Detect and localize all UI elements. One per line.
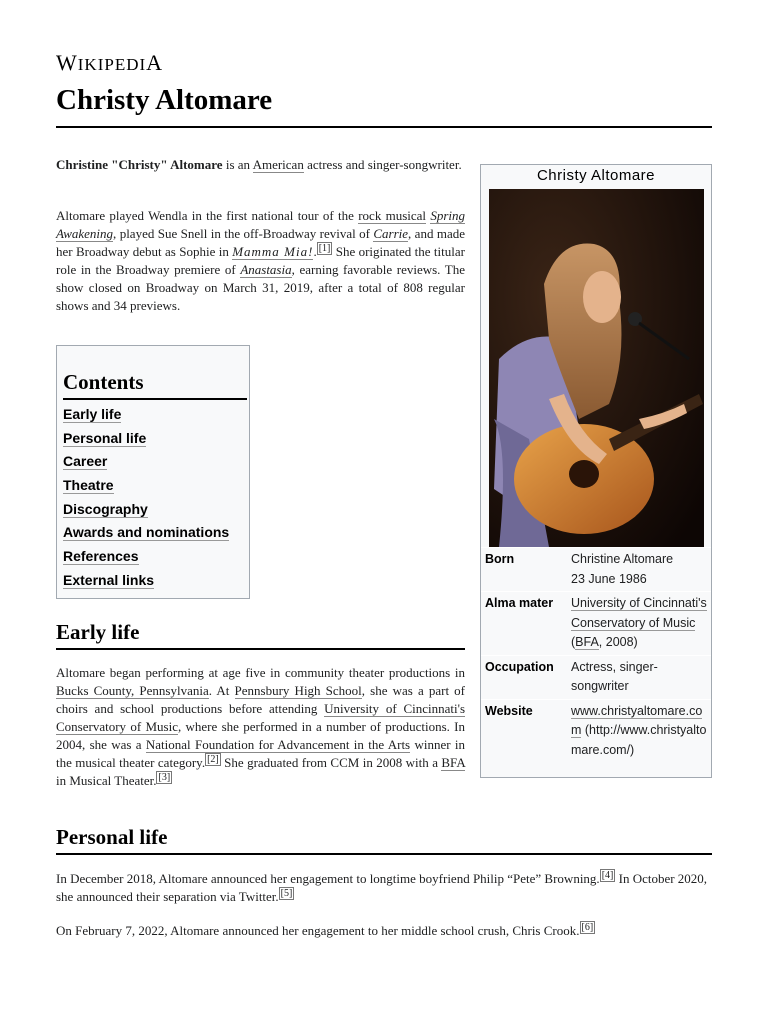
- personal-life-divider: [56, 853, 712, 855]
- reference-2[interactable]: [2]: [207, 753, 219, 765]
- infobox-heading: Christy Altomare: [536, 167, 656, 184]
- toc-item-theatre[interactable]: Theatre: [63, 477, 114, 494]
- portrait-photo[interactable]: [489, 189, 704, 547]
- link-website[interactable]: www.christyaltomare.com: [571, 703, 703, 737]
- reference-4[interactable]: [4]: [601, 869, 614, 881]
- link-spring-awakening[interactable]: Spring Awakening: [56, 208, 466, 241]
- section-heading-early-life: Early life: [56, 620, 140, 644]
- reference-1[interactable]: [1]: [318, 242, 331, 254]
- link-anastasia[interactable]: Anastasia: [240, 262, 292, 277]
- page-title: Christy Altomare: [56, 84, 273, 116]
- link-pennsbury[interactable]: Pennsbury High School: [234, 683, 362, 698]
- infobox-row-born: Born Christine Altomare 23 June 1986: [481, 548, 711, 592]
- link-american[interactable]: American: [252, 157, 304, 172]
- table-of-contents: [56, 345, 250, 599]
- career-summary-paragraph: Altomare played Wendla in the first national tour of the rock musical Spring Awakening, played Sue Snell in the off-Broadway revival of Carrie, and made her Broadway debut as Sophie in Mamma Mia!. [1] She originated the titular role in the Broadway premiere of Anastasia, earning favorable reviews. The show closed on Broadway on March 31, 2019, after a total of 808 regular shows and 34 previews.: [56, 208, 466, 313]
- link-bfa[interactable]: BFA: [441, 755, 465, 770]
- infobox-table: [481, 547, 711, 762]
- link-ccm-infobox[interactable]: University of Cincinnati's Conservatory of Music: [571, 596, 707, 630]
- link-ccm[interactable]: University of Cincinnati's Conservatory of Music: [56, 701, 465, 734]
- link-nfaa[interactable]: National Foundation for Advancement in the Arts: [145, 737, 411, 752]
- toc-item-early-life[interactable]: Early life: [63, 406, 122, 422]
- section-heading-personal-life: Personal life: [56, 825, 168, 849]
- reference-6[interactable]: [6]: [581, 921, 594, 933]
- early-life-divider: [56, 648, 465, 650]
- wikipedia-wordmark[interactable]: WIKIPEDIA: [56, 50, 164, 75]
- toc-item-references[interactable]: References: [63, 548, 139, 565]
- toc-item-career[interactable]: Career: [63, 453, 108, 470]
- toc-title: Contents: [63, 370, 144, 394]
- link-mamma-mia[interactable]: Mamma Mia!: [232, 244, 314, 259]
- title-divider: [56, 126, 712, 128]
- personal-life-paragraph-2: On February 7, 2022, Altomare announced her engagement to her middle school crush, Chris Crook. [6]: [56, 921, 594, 938]
- link-bucks-county[interactable]: Bucks County, Pennsylvania: [56, 683, 209, 698]
- early-life-paragraph: Altomare began performing at age five in community theater productions in Bucks County, Pennsylvania. At Pennsbury High School, she was a part of choirs and school productions before attending University of Cincinnati's Conservatory of Music, where she performed in a number of productions. In 2004, she was a National Foundation for Advancement in the Arts winner in the musical theater category. [2] She graduated from CCM in 2008 with a BFA in Musical Theater. [3]: [56, 665, 466, 788]
- lead-paragraph: Christine "Christy" Altomare is an American actress and singer-songwriter.: [56, 157, 462, 172]
- infobox-row-alma-mater: Alma mater University of Cincinnati's Conservatory of Music (BFA, 2008): [481, 592, 711, 656]
- link-carrie[interactable]: Carrie: [373, 226, 409, 241]
- link-rock-musical[interactable]: rock musical: [358, 208, 427, 223]
- toc-item-external-links[interactable]: External links: [63, 571, 155, 588]
- link-bfa-infobox[interactable]: BFA: [575, 635, 599, 649]
- personal-life-paragraph-1: In December 2018, Altomare announced her engagement to longtime boyfriend Philip “Pete” Browning. [4] In October 2020, she announced their separation via Twitter. [5]: [56, 869, 708, 904]
- reference-3[interactable]: [3]: [158, 771, 171, 783]
- reference-5[interactable]: [5]: [280, 887, 293, 899]
- infobox-row-occupation: Occupation Actress, singer-songwriter: [481, 655, 711, 699]
- toc-divider: [63, 398, 247, 400]
- toc-item-awards[interactable]: Awards and nominations: [63, 524, 230, 541]
- toc-item-personal-life[interactable]: Personal life: [63, 429, 147, 446]
- toc-item-discography[interactable]: Discography: [63, 500, 148, 517]
- infobox-row-website: Website www.christyaltomare.com (http://www.christyaltomare.com/): [481, 699, 711, 762]
- infobox: [480, 164, 712, 778]
